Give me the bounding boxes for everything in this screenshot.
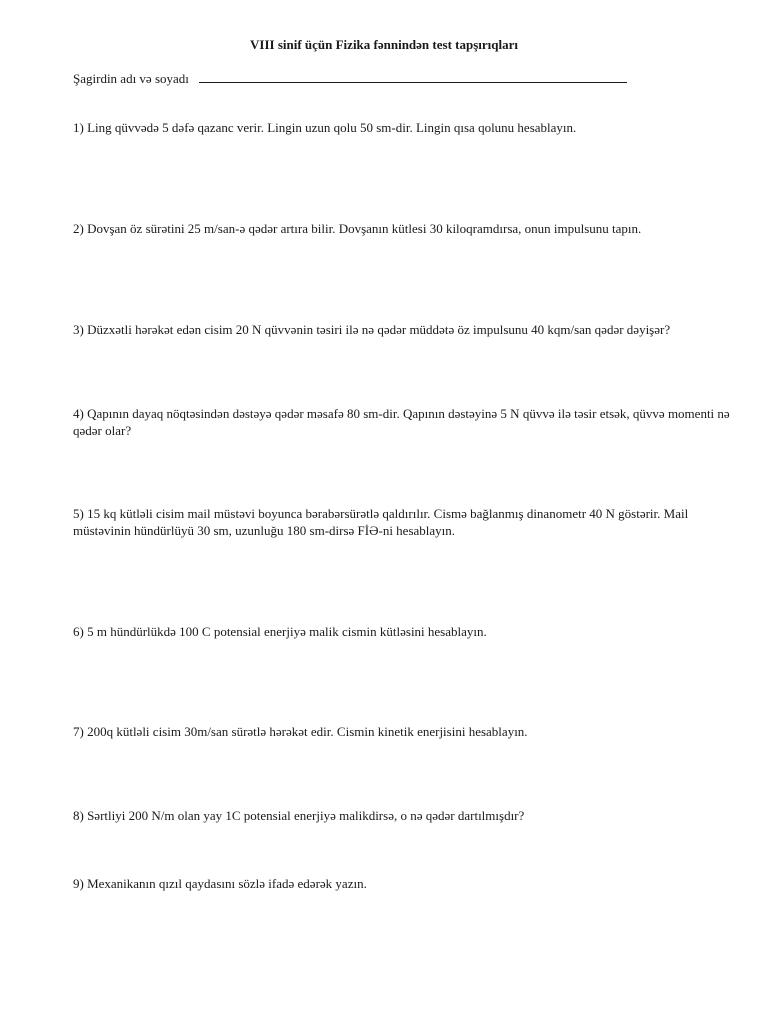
student-name-blank-line [199, 69, 627, 83]
student-name-row [73, 69, 627, 87]
question-9: 9) Mexanikanın qızıl qaydasını sözlə ifadə edərək yazın. [73, 876, 367, 891]
question-1: 1) Ling qüvvədə 5 dəfə qazanc verir. Lingin uzun qolu 50 sm-dir. Lingin qısa qolunu hesablayın. [73, 120, 577, 135]
question-4: 4) Qapının dayaq nöqtəsindən dəstəyə qədər məsafə 80 sm-dir. Qapının dəstəyinə 5 N qüvvə ilə təsir etsək, qüvvə momenti nə qədər olar? [73, 406, 730, 438]
question-3: 3) Düzxətli hərəkət edən cisim 20 N qüvvənin təsiri ilə nə qədər müddətə öz impulsunu 40 kqm/san qədər dəyişər? [73, 322, 671, 337]
question-5: 5) 15 kq kütləli cisim mail müstəvi boyunca bərabərsürətlə qaldırılır. Cismə bağlanmış dinanometr 40 N göstərir. Mail müstəvinin hündürlüyü 30 sm, uzunluğu 180 sm-dirsə FİƏ-ni hesablayın. [73, 506, 689, 538]
question-6: 6) 5 m hündürlükdə 100 C potensial enerjiyə malik cismin kütləsini hesablayın. [73, 624, 487, 639]
question-7: 7) 200q kütləli cisim 30m/san sürətlə hərəkət edir. Cismin kinetik enerjisini hesablayın. [73, 724, 528, 739]
page-title: VIII sinif üçün Fizika fənnindən test tapşırıqları [250, 37, 518, 52]
student-name-label: Şagirdin adı və soyadı [73, 71, 189, 86]
question-8: 8) Sərtliyi 200 N/m olan yay 1C potensial enerjiyə malikdirsə, o nə qədər dartılmışdır? [73, 808, 525, 823]
question-2: 2) Dovşan öz sürətini 25 m/san-ə qədər artıra bilir. Dovşanın kütlesi 30 kiloqramdırsa, onun impulsunu tapın. [73, 221, 642, 236]
